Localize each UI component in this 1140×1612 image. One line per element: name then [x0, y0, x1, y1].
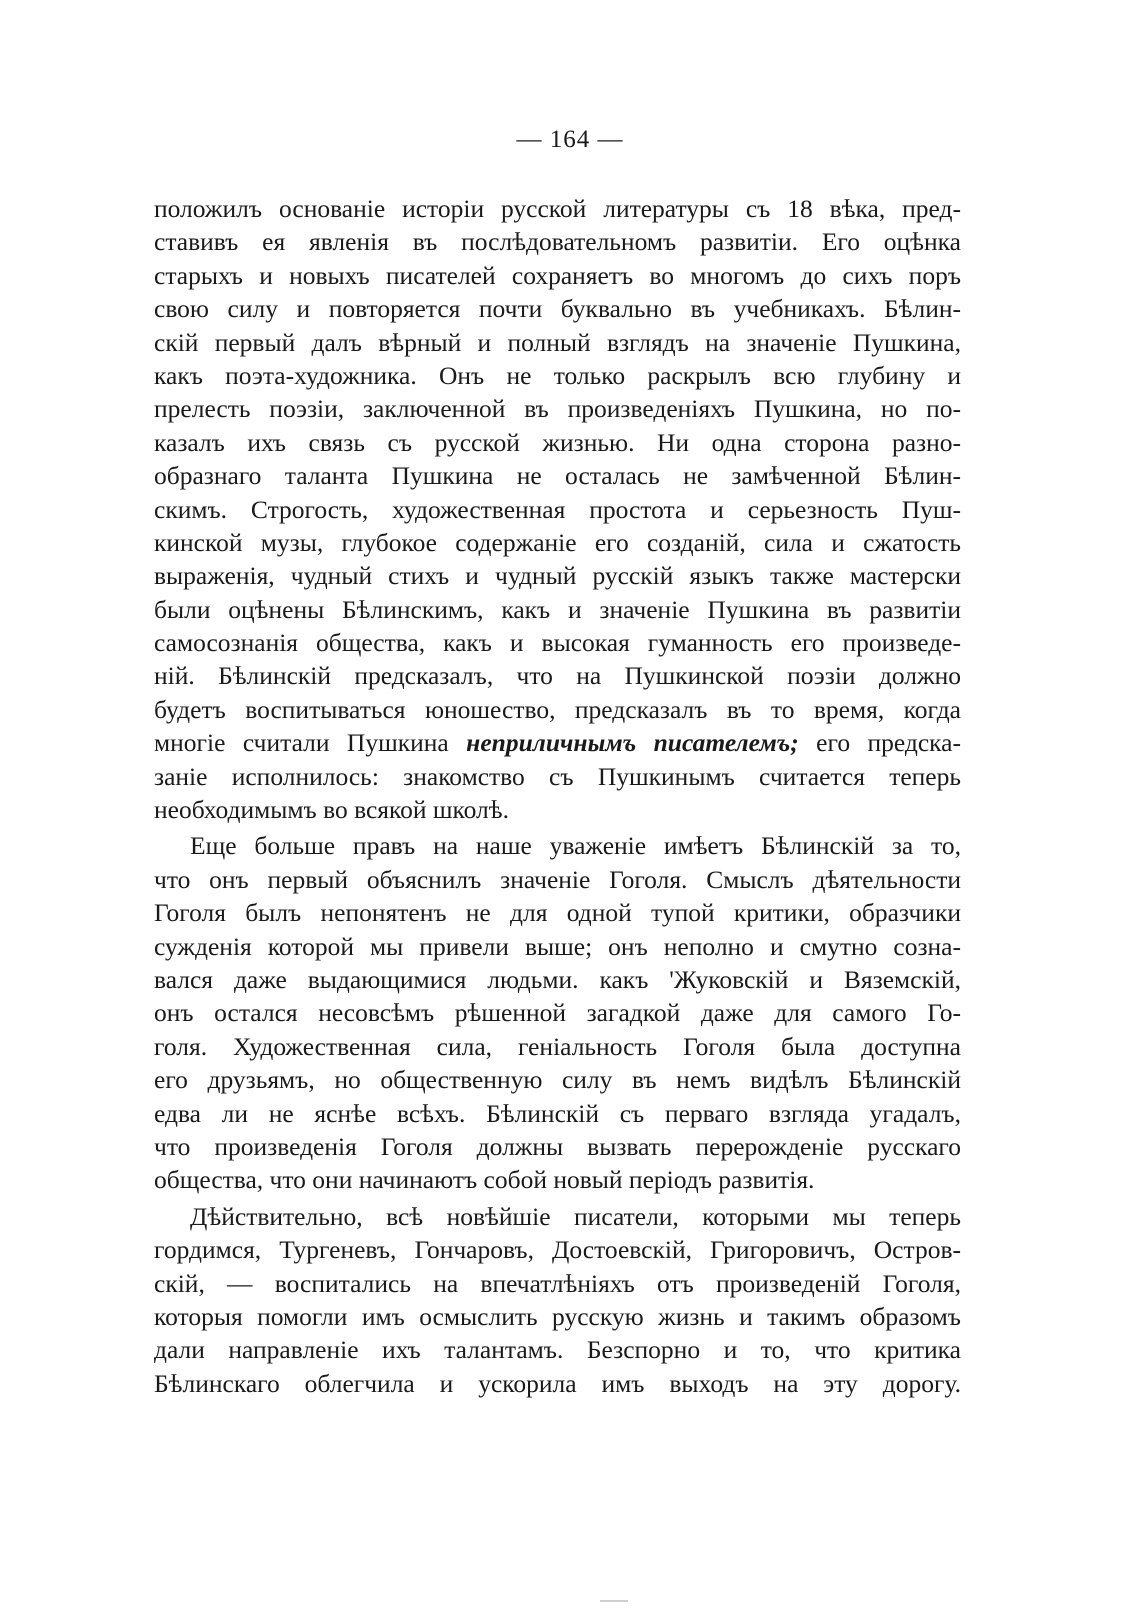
text-line: образнаго таланта Пушкина не осталась не замѣченной Бѣлин-	[154, 461, 961, 491]
text-line: онъ остался несовсѣмъ рѣшенной загадкой даже для самого Го-	[154, 998, 961, 1028]
text-line: Гоголя былъ непонятенъ не для одной тупой критики, образчики	[154, 898, 961, 928]
text-line: прелесть поэзіи, заключенной въ произведеніяхъ Пушкина, но по-	[154, 394, 961, 424]
text-line: его друзьямъ, но общественную силу въ немъ видѣлъ Бѣлинскій	[154, 1065, 961, 1095]
text-line: свою силу и повторяется почти буквально въ учебникахъ. Бѣлин-	[154, 294, 961, 324]
text-line: Бѣлинскаго облегчила и ускорила имъ выходъ на эту дорогу.	[154, 1368, 961, 1398]
text-line: что онъ первый объяснилъ значеніе Гоголя. Смыслъ дѣятельности	[154, 864, 961, 894]
text-line: старыхъ и новыхъ писателей сохраняетъ во многомъ до сихъ поръ	[154, 260, 961, 290]
text-line: казалъ ихъ связь съ русской жизнью. Ни одна сторона разно-	[154, 427, 961, 457]
text-line-with-emphasis	[154, 726, 961, 759]
text-line: голя. Художественная сила, геніальность Гоголя была доступна	[154, 1031, 961, 1061]
text-line: которыя помогли имъ осмыслить русскую жизнь и такимъ образомъ	[154, 1301, 961, 1331]
text-line: кинской музы, глубокое содержаніе его созданій, сила и сжатость	[154, 527, 961, 557]
text-line: необходимымъ во всякой школѣ.	[154, 795, 509, 825]
text-line: дали направленіе ихъ талантамъ. Безспорно и то, что критика	[154, 1335, 961, 1365]
text-line: гордимся, Тургеневъ, Гончаровъ, Достоевскій, Григоровичъ, Остров-	[154, 1235, 961, 1265]
text-line: скимъ. Строгость, художественная простота и серьезность Пуш-	[154, 494, 961, 524]
text-line: скій первый далъ вѣрный и полный взглядъ на значеніе Пушкина,	[154, 327, 961, 357]
text-line: что произведенія Гоголя должны вызвать перерожденіе русскаго	[154, 1131, 961, 1161]
text-line: ній. Бѣлинскій предсказалъ, что на Пушкинской поэзіи должно	[154, 661, 961, 691]
text-line: вался даже выдающимися людьми. какъ 'Жуковскій и Вяземскій,	[154, 964, 961, 994]
text-line: сужденія которой мы привели выше; онъ неполно и смутно созна-	[154, 931, 961, 961]
text-run: его предска-	[798, 728, 961, 758]
paragraph-2	[154, 829, 961, 1196]
text-line: заніе исполнилось: знакомство съ Пушкинымъ считается теперь	[154, 761, 961, 791]
text-line: выраженія, чудный стихъ и чудный русскій языкъ также мастерски	[154, 561, 961, 591]
text-line: Еще больше правъ на наше уваженіе имѣетъ Бѣлинскій за то,	[190, 831, 961, 861]
body-text	[154, 192, 961, 1400]
paragraph-1	[154, 192, 961, 826]
text-line: общества, что они начинаютъ собой новый періодъ развитія.	[154, 1165, 815, 1195]
text-line: ставивъ ея явленія въ послѣдовательномъ развитіи. Его оцѣнка	[154, 227, 961, 257]
text-line: какъ поэта-художника. Онъ не только раскрылъ всю глубину и	[154, 360, 961, 390]
emphasized-text: неприличнымъ писателемъ;	[466, 728, 799, 758]
text-line: будетъ воспитываться юношество, предсказалъ въ то время, когда	[154, 694, 961, 724]
paragraph-3	[154, 1200, 961, 1400]
text-line: едва ли не яснѣе всѣхъ. Бѣлинскій съ перваго взгляда угадалъ,	[154, 1098, 961, 1128]
text-line: самосознанія общества, какъ и высокая гуманность его произведе-	[154, 628, 961, 658]
text-line: скій, — воспитались на впечатлѣніяхъ отъ произведеній Гоголя,	[154, 1268, 961, 1298]
text-line: были оцѣнены Бѣлинскимъ, какъ и значеніе Пушкина въ развитіи	[154, 594, 961, 624]
text-line: Дѣйствительно, всѣ новѣйшіе писатели, которыми мы теперь	[190, 1201, 961, 1231]
text-line: положилъ основаніе исторіи русской литературы съ 18 вѣка, пред-	[154, 194, 961, 223]
text-run: многіе считали Пушкина	[154, 728, 467, 758]
scan-edge-mark	[600, 1600, 628, 1602]
page-number: — 164 —	[516, 126, 624, 153]
